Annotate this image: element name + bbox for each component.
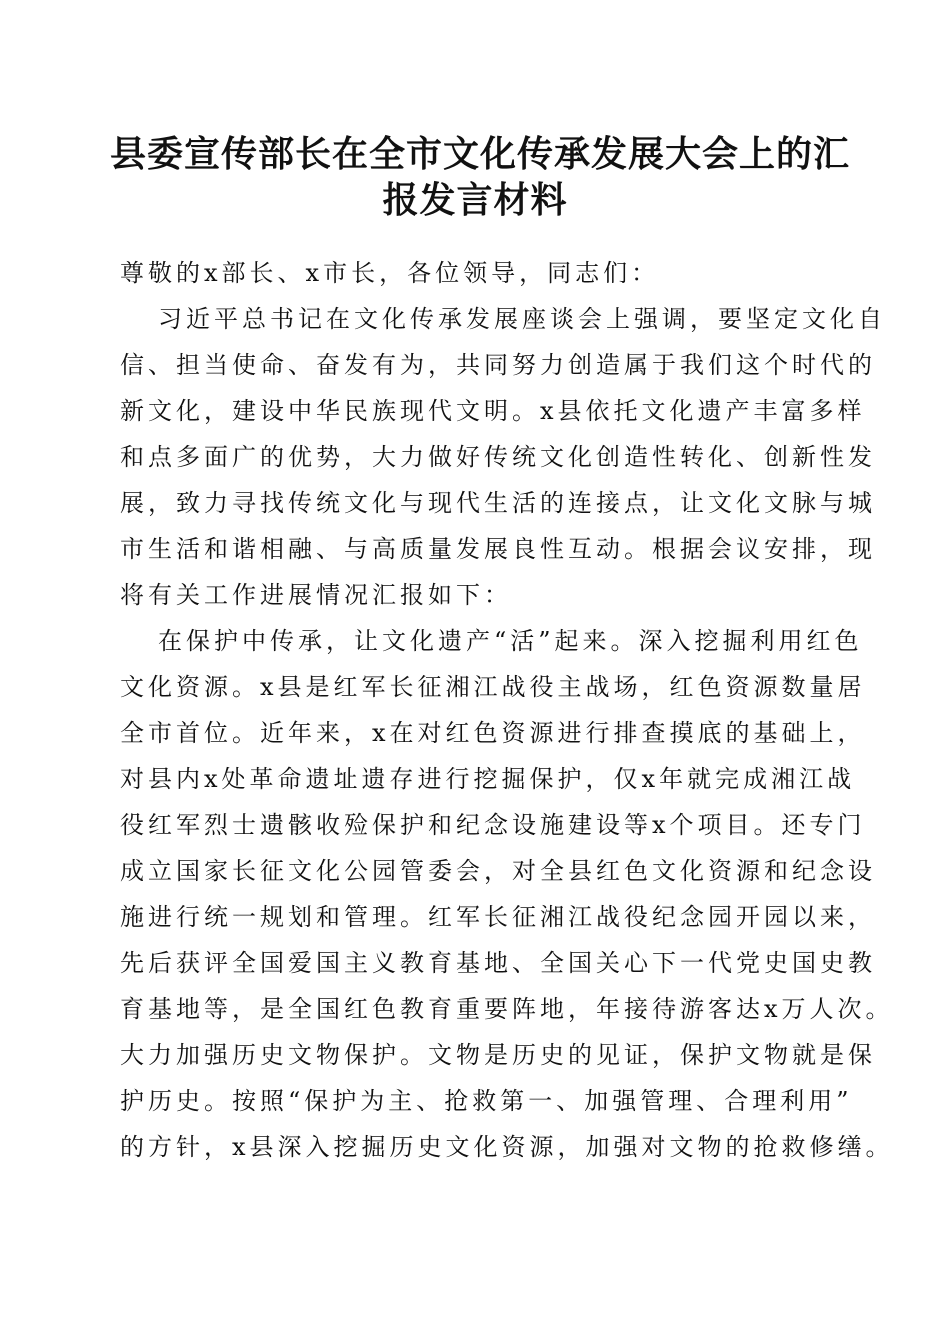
paragraph-line: 在保护中传承，让文化遗产“活”起来。深入挖掘利用红色	[158, 627, 863, 655]
paragraph-line: 大力加强历史文物保护。文物是历史的见证，保护文物就是保	[120, 1041, 876, 1069]
paragraph-line: 市生活和谐相融、与高质量发展良性互动。根据会议安排，现	[120, 535, 876, 563]
paragraph-line: 信、担当使命、奋发有为，共同努力创造属于我们这个时代的	[120, 351, 876, 379]
paragraph-line: 和点多面广的优势，大力做好传统文化创造性转化、创新性发	[120, 443, 876, 471]
paragraph-line: 育基地等，是全国红色教育重要阵地，年接待游客达x万人次。	[120, 995, 894, 1023]
title-line-1: 县委宣传部长在全市文化传承发展大会上的汇	[110, 133, 851, 175]
paragraph-line: 文化资源。x县是红军长征湘江战役主战场，红色资源数量居	[120, 673, 866, 701]
title-line-2: 报发言材料	[382, 179, 568, 221]
salutation-line: 尊敬的x部长、x市长，各位领导，同志们：	[120, 259, 660, 287]
paragraph-line: 习近平总书记在文化传承发展座谈会上强调，要坚定文化自	[158, 305, 886, 333]
paragraph-line: 将有关工作进展情况汇报如下：	[120, 581, 512, 609]
paragraph-line: 先后获评全国爱国主义教育基地、全国关心下一代党史国史教	[120, 949, 876, 977]
paragraph-line: 成立国家长征文化公园管委会，对全县红色文化资源和纪念设	[120, 857, 876, 885]
paragraph-line: 对县内x处革命遗址遗存进行挖掘保护，仅x年就完成湘江战	[120, 765, 856, 793]
paragraph-line: 展，致力寻找传统文化与现代生活的连接点，让文化文脉与城	[120, 489, 876, 517]
paragraph-line: 的方针，x县深入挖掘历史文化资源，加强对文物的抢救修缮。	[120, 1133, 894, 1161]
paragraph-line: 役红军烈士遗骸收殓保护和纪念设施建设等x个项目。还专门	[120, 811, 866, 839]
paragraph-line: 施进行统一规划和管理。红军长征湘江战役纪念园开园以来，	[120, 903, 876, 931]
paragraph-line: 全市首位。近年来，x在对红色资源进行排查摸底的基础上，	[120, 719, 866, 747]
paragraph-line: 护历史。按照“保护为主、抢救第一、加强管理、合理利用”	[120, 1087, 853, 1115]
document-title	[110, 130, 851, 222]
paragraph-line: 新文化，建设中华民族现代文明。x县依托文化遗产丰富多样	[120, 397, 866, 425]
document-body	[120, 250, 894, 1170]
